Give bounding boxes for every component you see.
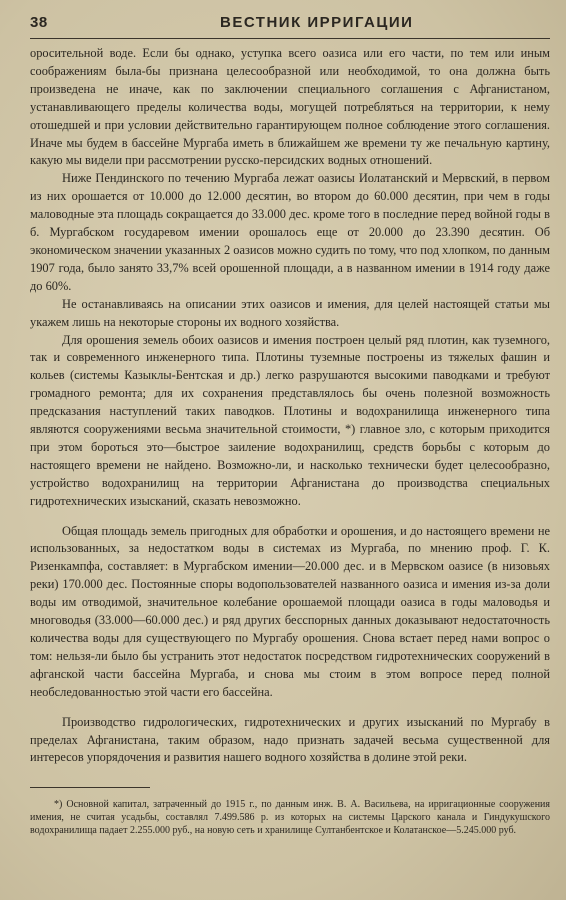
article-body — [30, 45, 550, 767]
paragraph-continued: оросительной воде. Если бы однако, уступка всего оазиса или его части, по тем или иным соображениям была-бы признана целесообразной или необходимой, то она должна быть произведена не иначе, как по заключении специального соглашения с Афганистаном, устанавливающего пределы количества воды, могущей потребляться на территории, к нему отошедшей и при условии действительно гарантирующем полное соблюдение этого соглашения. Иначе мы будем в бассейне Мургаба иметь в ближайшем же времени ту же печальную картину, какую мы видели при рассмотрении русско-персидских водных отношений. — [30, 46, 550, 168]
running-title: ВЕСТНИК ИРРИГАЦИИ — [220, 14, 414, 31]
paragraph-dams: Для орошения земель обоих оазисов и имения построен целый ряд плотин, как туземного, так и современного инженерного типа. Плотины туземные построены из тяжелых фашин и кольев (системы Казыклы-Бентская и др.) легко разрушаются высокими паводками и требуют громадного ремонта; для их сохранения представлялось бы очень полезной возможность предсказания наступлений таких паводков. Плотины и водохранилища инженерного типа являются сооружениями весьма значительной стоимости, *) главное зло, с которым приходится при этом бороться это—быстрое заиление водохранилищ, средств борьбы с которым до настоящего времени не найдено. Возможно-ли, и насколько технически будет целесообразно, устройство водохранилищ на территории Афганистана до производства специальных гидротехнических изысканий, сказать невозможно. — [30, 332, 550, 508]
page-number: 38 — [30, 14, 48, 31]
page-header — [30, 14, 550, 39]
paragraph-land-area: Общая площадь земель пригодных для обработки и орошения, и до настоящего времени не использованных, за недостатком воды в системах из Мургаба, по мнению проф. Г. К. Ризенкампфа, составляет: в Мургабском имении—20.000 дес. и в Мервском оазисе (в низовьях реки) 170.000 дес. Постоянные споры водопользователей названного оазиса и имения из-за доли воды им отводимой, значительное колебание орошаемой площади оазиса в годы маловодья и многоводья (33.000—60.000 дес.) и ряд других бесспорных данных доказывают недостаточность количества воды для существующего по Мургабу орошения. Снова встает перед нами вопрос о том: нельзя-ли было бы устранить этот недостаток посредством гидротехнических сооружений в афганской части бассейна Мургаба, и снова мы стоим в этом вопросе перед полной необследованностью этой части его бассейна. — [30, 523, 550, 699]
paragraph-oases: Ниже Пендинского по течению Мургаба лежат оазисы Иолатанский и Мервский, в первом из них орошается от 10.000 до 12.000 десятин, во втором до 60.000 десятин, при чем в годы маловодные эта площадь сокращается до 33.000 дес. кроме того в последние перед войной годы в б. Мургабском государевом имении орошалось еще от 20.000 до 23.390 десятин. Об экономическом значении указанных 2 оазисов можно судить по тому, что под хлопком, по данным 1907 года, было занято 33,7% всей орошенной площади, а в названном имении в 1914 году даже до 60%. — [30, 171, 550, 293]
paragraph-scope: Не останавливаясь на описании этих оазисов и имения, для целей настоящей статьи мы укажем лишь на некоторые стороны их водного хозяйства. — [30, 296, 550, 329]
footnote: *) Основной капитал, затраченный до 1915 г., по данным инж. В. А. Васильева, на ирригационные сооружения имения, не считая усадьбы, составлял 7.499.586 р. из которых на системы Царского канала и Гиндукушского водохранилища падает 2.255.000 руб., на новую сеть и хранилище Султанбентское и Колатанское—5.245.000 руб. — [30, 799, 550, 837]
footnote-divider — [30, 787, 150, 788]
paragraph-conclusion: Производство гидрологических, гидротехнических и других изысканий по Мургабу в пределах Афганистана, таким образом, надо признать задачей весьма существенной для интересов упорядочения и развития нашего водного хозяйства в долине этой реки. — [30, 714, 550, 765]
